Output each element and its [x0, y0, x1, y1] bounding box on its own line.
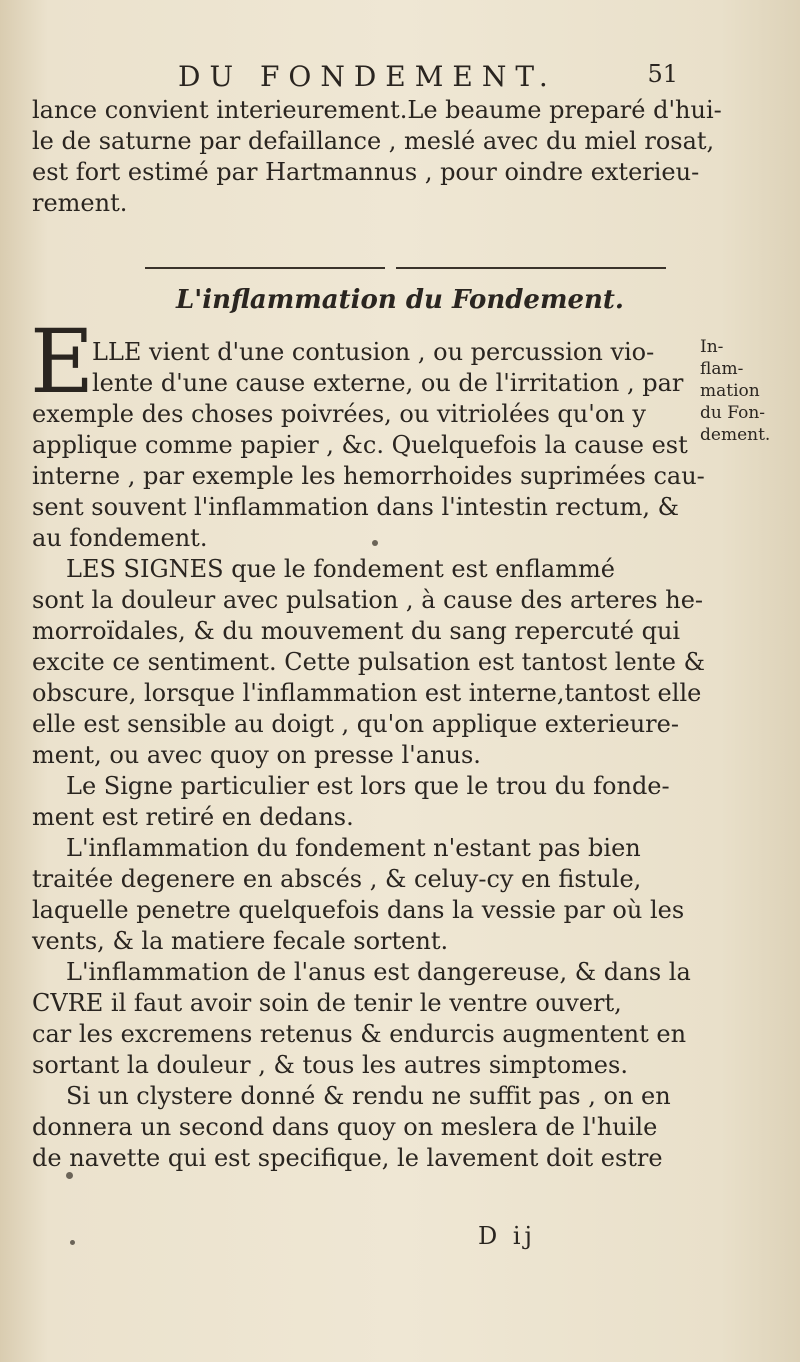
text-line: exemple des choses poivrées, ou vitriolées qu'on y	[32, 400, 646, 428]
text-line: elle est sensible au doigt , qu'on applique exterieure-	[32, 710, 679, 738]
text-line: le de saturne par defaillance , meslé avec du miel rosat,	[32, 127, 715, 155]
text-line: lance convient interieurement.Le beaume preparé d'hui-	[32, 96, 722, 124]
text-line: laquelle penetre quelquefois dans la vessie par où les	[32, 896, 685, 924]
text-line: traitée degenere en abscés , & celuy-cy en fistule,	[32, 865, 642, 893]
text-line: ment est retiré en dedans.	[32, 803, 354, 831]
text-line: Si un clystere donné & rendu ne suffit pas , on en	[66, 1082, 671, 1110]
text-line: rement.	[32, 189, 128, 217]
ink-speck	[66, 1172, 73, 1179]
text-line: applique comme papier , &c. Quelquefois la cause est	[32, 431, 688, 459]
text-line: est fort estimé par Hartmannus , pour oindre exterieu-	[32, 158, 700, 186]
text-line: LES SIGNES que le fondement est enflammé	[66, 555, 615, 583]
ink-speck	[372, 540, 378, 546]
text-line: car les excremens retenus & endurcis augmentent en	[32, 1020, 687, 1048]
section-heading: L'inflammation du Fondement.	[176, 285, 624, 315]
text-line: au fondement.	[32, 524, 208, 552]
text-line: lente d'une cause externe, ou de l'irritation , par	[92, 369, 684, 397]
text-line: sont la douleur avec pulsation , à cause des arteres he-	[32, 586, 704, 614]
margin-note-line: dement.	[700, 425, 771, 445]
ink-speck	[70, 1240, 75, 1245]
text-line: interne , par exemple les hemorrhoides suprimées cau-	[32, 462, 705, 490]
text-line: de navette qui est specifique, le lavement doit estre	[32, 1144, 663, 1172]
margin-note-line: In-	[700, 337, 724, 357]
margin-note-line: flam-	[700, 359, 744, 379]
running-head-title: DU FONDEMENT.	[178, 60, 557, 93]
signature-mark: D ij	[478, 1222, 536, 1250]
text-line: L'inflammation de l'anus est dangereuse, & dans la	[66, 958, 691, 986]
section-divider	[396, 267, 666, 269]
drop-cap: E	[30, 310, 95, 413]
page-number: 51	[647, 60, 678, 88]
text-line: sortant la douleur , & tous les autres simptomes.	[32, 1051, 628, 1079]
text-line: CVRE il faut avoir soin de tenir le ventre ouvert,	[32, 989, 622, 1017]
margin-note-line: du Fon-	[700, 403, 766, 423]
text-line: LLE vient d'une contusion , ou percussion vio-	[92, 338, 655, 366]
text-line: L'inflammation du fondement n'estant pas bien	[66, 834, 641, 862]
text-line: vents, & la matiere fecale sortent.	[32, 927, 449, 955]
text-line: sent souvent l'inflammation dans l'intestin rectum, &	[32, 493, 680, 521]
text-line: Le Signe particulier est lors que le trou du fonde-	[66, 772, 670, 800]
text-line: excite ce sentiment. Cette pulsation est tantost lente &	[32, 648, 705, 676]
text-line: ment, ou avec quoy on presse l'anus.	[32, 741, 481, 769]
margin-note-line: mation	[700, 381, 760, 401]
running-head	[178, 60, 678, 96]
text-line: obscure, lorsque l'inflammation est interne,tantost elle	[32, 679, 702, 707]
text-line: morroïdales, & du mouvement du sang repercuté qui	[32, 617, 681, 645]
text-line: donnera un second dans quoy on meslera de l'huile	[32, 1113, 658, 1141]
section-divider	[145, 267, 385, 269]
